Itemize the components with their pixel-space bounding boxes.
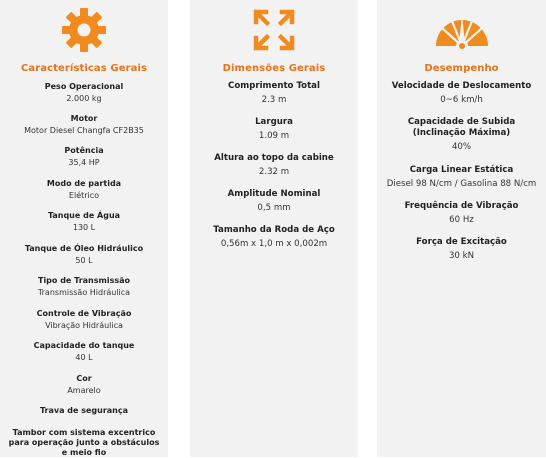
spec-item <box>0 309 168 331</box>
spec-value: 1.09 m <box>258 131 290 141</box>
spec-label: Capacidade do tanque <box>33 341 135 350</box>
performance-column <box>377 0 546 457</box>
spec-label: Frequência de Vibração <box>404 201 519 211</box>
spec-value: 30 kN <box>448 251 475 261</box>
spec-label: Trava de segurança <box>39 406 129 415</box>
spec-value: 0~6 km/h <box>440 95 483 105</box>
spec-item <box>190 117 358 142</box>
spec-value: 2.32 m <box>258 167 290 177</box>
spec-label: Capacidade de Subida (Inclinação Máxima) <box>407 117 516 138</box>
spec-value: 35,4 HP <box>68 158 100 167</box>
spec-value: Diesel 98 N/cm / Gasolina 88 N/cm <box>386 179 537 189</box>
spec-item <box>0 146 168 168</box>
speedometer-icon <box>432 6 492 54</box>
spec-label: Tamanho da Roda de Aço <box>213 225 335 235</box>
expand-arrows-icon <box>250 6 298 54</box>
spec-label: Carga Linear Estática <box>409 165 514 175</box>
spec-value: 40% <box>451 142 472 152</box>
spec-value: 50 L <box>75 256 93 265</box>
spec-value: Elétrico <box>68 191 100 200</box>
spec-value: Transmissão Hidráulica <box>37 288 131 297</box>
spec-label: Potência <box>64 146 104 155</box>
spec-label: Cor <box>76 374 92 383</box>
spec-value: 130 L <box>72 223 96 232</box>
column-title: Desempenho <box>424 63 499 74</box>
spec-label: Peso Operacional <box>44 82 124 91</box>
spec-label: Altura ao topo da cabine <box>214 153 334 163</box>
spec-value: 60 Hz <box>449 215 474 225</box>
spec-label: Motor <box>70 114 98 123</box>
spec-label: Tanque de Óleo Hidráulico <box>24 244 144 253</box>
general-dimensions-column <box>190 0 358 457</box>
spec-item <box>0 179 168 201</box>
column-title: Características Gerais <box>20 63 148 74</box>
column-title: Dimensões Gerais <box>222 63 326 74</box>
spec-value: 0,56m x 1,0 m x 0,002m <box>220 239 328 249</box>
spec-item <box>377 117 546 153</box>
spec-value: Vibração Hidráulica <box>45 321 123 330</box>
spec-item <box>0 374 168 396</box>
spec-item <box>190 189 358 214</box>
spec-item <box>190 81 358 106</box>
spec-value: Amarelo <box>67 386 101 395</box>
spec-label: Modo de partida <box>46 179 122 188</box>
spec-label: Tipo de Transmissão <box>37 276 131 285</box>
spec-label: Largura <box>255 117 293 127</box>
spec-value: 2.3 m <box>261 95 287 105</box>
spec-value: 40 L <box>75 353 93 362</box>
spec-label: Tanque de Água <box>47 211 121 220</box>
spec-item <box>377 165 546 190</box>
spec-item <box>190 153 358 178</box>
spec-item <box>377 81 546 106</box>
spec-label: Velocidade de Deslocamento <box>391 81 532 91</box>
spec-item <box>0 406 168 416</box>
spec-item <box>0 114 168 136</box>
spec-item <box>0 428 168 458</box>
spec-item <box>0 82 168 104</box>
spec-value: 2.000 kg <box>66 94 102 103</box>
spec-label: Força de Excitação <box>416 237 507 247</box>
spec-item <box>190 225 358 250</box>
spec-value: 0,5 mm <box>257 203 291 213</box>
spec-item <box>377 237 546 262</box>
spec-value: Motor Diesel Changfa CF2B35 <box>24 126 144 135</box>
spec-label: Controle de Vibração <box>36 309 132 318</box>
general-characteristics-column <box>0 0 168 457</box>
spec-label: Tambor com sistema excentrico para operação junto a obstáculos e meio fio <box>8 428 160 457</box>
spec-item <box>377 201 546 226</box>
spec-item <box>0 276 168 298</box>
gear-icon <box>60 6 108 54</box>
spec-item <box>0 341 168 363</box>
spec-label: Comprimento Total <box>228 81 320 91</box>
spec-item <box>0 211 168 233</box>
spec-label: Amplitude Nominal <box>227 189 321 199</box>
spec-item <box>0 244 168 266</box>
